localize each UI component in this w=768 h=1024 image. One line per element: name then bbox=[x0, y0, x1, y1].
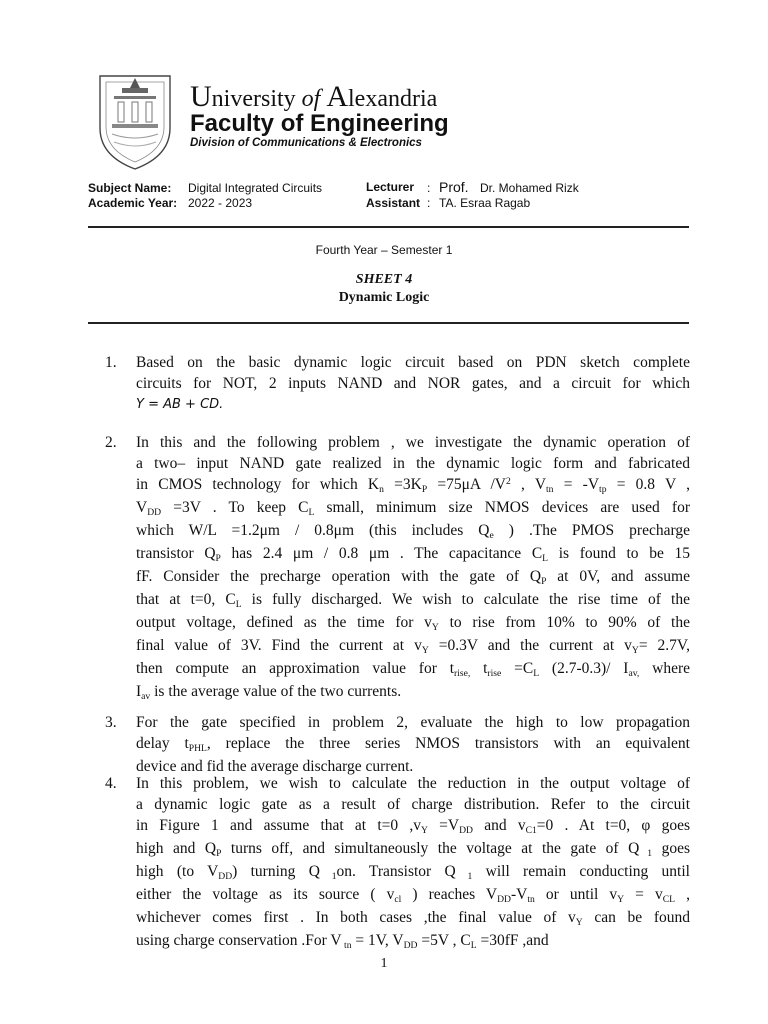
sheet-title: SHEET 4 bbox=[355, 272, 413, 287]
assistant-label: Assistant bbox=[366, 196, 421, 210]
header-divider bbox=[88, 226, 689, 228]
faculty-name: Faculty of Engineering bbox=[190, 110, 449, 137]
academic-year-label: Academic Year: bbox=[88, 196, 178, 210]
lecturer-label: Lecturer bbox=[366, 180, 415, 194]
academic-year-value: 2022 - 2023 bbox=[188, 196, 253, 210]
lecturer-name: Dr. Mohamed Rizk bbox=[480, 181, 579, 195]
division-name: Division of Communications & Electronics bbox=[190, 137, 422, 149]
problem-number: 3. bbox=[105, 714, 117, 731]
lecturer-row: Lecturer : Prof. Dr. Mohamed Rizk bbox=[366, 179, 579, 195]
subject-label: Subject Name: bbox=[88, 181, 172, 195]
problem-number: 1. bbox=[105, 354, 117, 371]
academic-year-row bbox=[88, 196, 253, 210]
problem-number: 2. bbox=[105, 434, 117, 451]
subject-value: Digital Integrated Circuits bbox=[188, 181, 323, 195]
problem-2: 2. In this and the following problem , we investigate the dynamic operation of a two– input NAND gate realized in the dynamic logic form and fabricated in CMOS technology for which $K_n =3K_P =75\mu A$ $/V^2$ , $V_{tn} = -V_{tp} = 0.8$ V , $V_{DD} =3V$ . To keep $C_L$ small, minimum size NMOS devices are used for which W/L =1.2μm / 0.8μm (this includes $Q_e$ ) .The PMOS precharge transistor $Q_P$ has 2.4 μm / 0.8 μm . The capacitance $C_L$ is found to be 15 fF. Consider the precharge operation with the gate of $Q_P$ at 0V, and assume that at t=0, $C_L$ is fully discharged. We wish to calculate the rise time of the output voltage, defined as the time for $v_Y$ to rise from 10% to 90% of the final value of 3V. Find the current at $v_Y =0.3V$ and the current at $v_Y= 2.7V$, then compute an approximation value for $t_{rise,}$ $t_{rise} =C_L$ (2.7-0.3)/ $I_{av,}$ where $I_{av}$ is the average value of the two currents. bbox=[105, 434, 691, 703]
semester-line: Fourth Year – Semester 1 bbox=[315, 243, 453, 257]
page-number: 1 bbox=[380, 956, 388, 971]
problem-1: 1. Based on the basic dynamic logic circuit based on PDN sketch complete circuits for NOT, 2 inputs NAND and NOR gates, and a circuit for which Y = AB + CD. bbox=[105, 352, 690, 415]
subject-row bbox=[88, 181, 323, 195]
sheet-topic: Dynamic Logic bbox=[338, 290, 430, 305]
university-name: University of Alexandria bbox=[190, 80, 438, 113]
title-divider bbox=[88, 322, 689, 324]
problem-number: 4. bbox=[105, 775, 117, 792]
assistant-name: TA. Esraa Ragab bbox=[439, 196, 531, 210]
assistant-row: Assistant : TA. Esraa Ragab bbox=[366, 196, 531, 210]
lecturer-title: Prof. bbox=[439, 179, 469, 195]
problem-3: 3. For the gate specified in problem 2, evaluate the high to low propagation delay $t_{PHL}$, replace the three series NMOS transistors with an equivalent device and fid the average discharge current. bbox=[105, 714, 690, 775]
university-seal-icon bbox=[92, 72, 178, 172]
problem-4: 4. In this problem, we wish to calculate the reduction in the output voltage of a dynamic logic gate as a result of charge distribution. Refer to the circuit in Figure 1 and assume that at t=0 $,v_Y =V_{DD}$ and $v_{C1}=0$ . At t=0, φ goes high and $Q_P$ turns off, and simultaneously the voltage at the gate of Q $_1$ goes high (to $V_{DD}$) turning Q $_1$on. Transistor Q $_1$ will remain conducting until either the voltage as its source ( $v_{cl}$ ) reaches $V_{DD}-V_{tn}$ or until $v_Y = v_{CL}$ , whichever comes first . In both cases ,the final value of $v_Y$ can be found using charge conservation .For V $_{tn}$ = 1V, $V_{DD} =5V$ , $C_L =30fF$ ,and bbox=[105, 775, 691, 952]
boolean-expression: Y = AB + CD. bbox=[136, 397, 224, 412]
